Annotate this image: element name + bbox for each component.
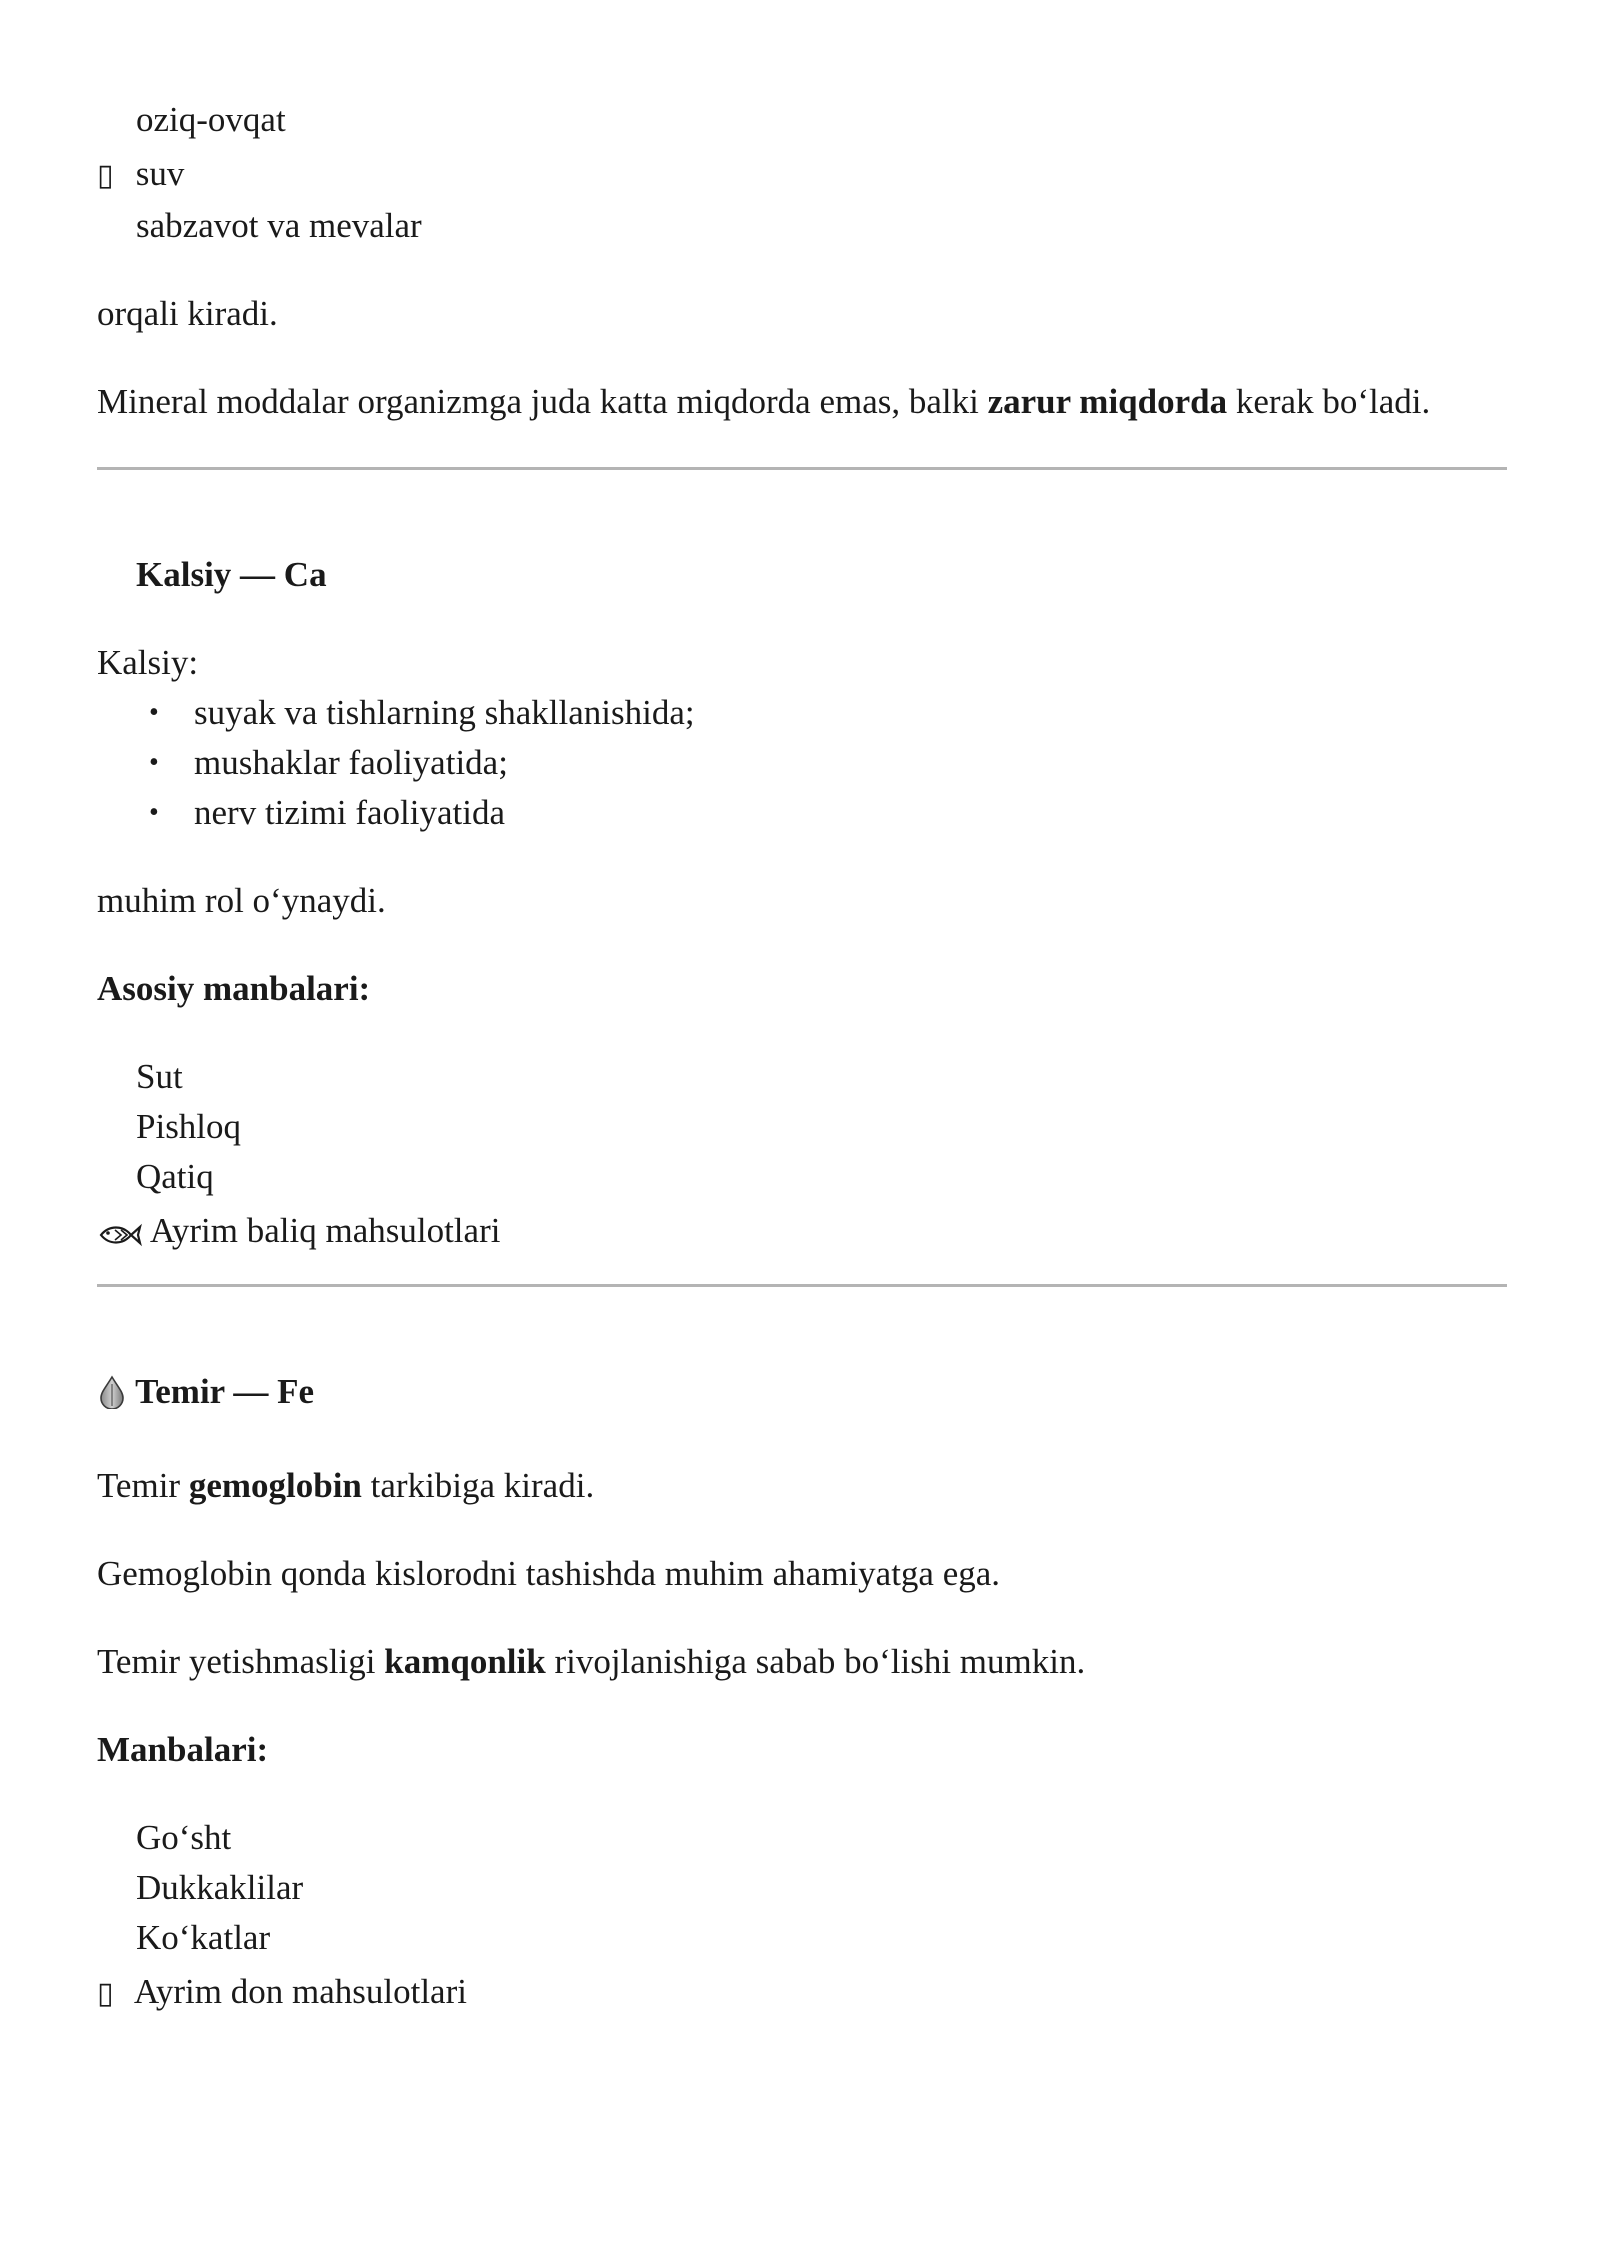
iron-paragraph-2: Gemoglobin qonda kislorodni tashishda muhim ahamiyatga ega. — [97, 1554, 1001, 1593]
iron-sources-list — [97, 1813, 1503, 2019]
calcium-intro: Kalsiy: — [97, 643, 199, 682]
anemia-emphasis: kamqonlik — [384, 1642, 546, 1681]
missing-glyph-icon: ▯ — [97, 158, 114, 193]
calcium-bullet: • mushaklar faoliyatida; — [194, 738, 1503, 788]
intro-list-item-food: oziq-ovqat — [136, 100, 286, 139]
iron-paragraph-1: Temir gemoglobin tarkibiga kiradi. — [97, 1466, 595, 1505]
drop-icon — [97, 1373, 127, 1423]
iron-sources-label: Manbalari: — [97, 1730, 269, 1769]
mineral-paragraph: Mineral moddalar organizmga juda katta miqdorda emas, balki zarur miqdorda kerak bo‘ladi. — [97, 382, 1431, 421]
missing-glyph-icon: ▯ — [97, 1976, 114, 2011]
calcium-sources-label: Asosiy manbalari: — [97, 969, 371, 1008]
section-separator — [97, 1284, 1507, 1287]
source-item: Sut — [136, 1057, 183, 1096]
calcium-heading: Kalsiy — Ca — [136, 555, 327, 594]
source-item-fish: Ayrim baliq mahsulotlari — [97, 1206, 1503, 1262]
source-item: Go‘sht — [136, 1818, 232, 1857]
intro-closing: orqali kiradi. — [97, 294, 278, 333]
source-item: Dukkaklilar — [136, 1868, 304, 1907]
calcium-closing: muhim rol o‘ynaydi. — [97, 881, 386, 920]
calcium-bullet: • suyak va tishlarning shakllanishida; — [194, 688, 1503, 738]
intro-list-item-vegetables: sabzavot va mevalar — [136, 206, 422, 245]
source-item-grain: ▯ Ayrim don mahsulotlari — [97, 1967, 1503, 2019]
intro-list-item-water: ▯ suv — [97, 149, 1503, 201]
calcium-bullet-list — [97, 688, 1503, 838]
calcium-bullet: • nerv tizimi faoliyatida — [194, 788, 1503, 838]
mineral-emphasis: zarur miqdorda — [987, 382, 1228, 421]
fish-icon — [97, 1212, 143, 1262]
section-separator — [97, 467, 1507, 470]
iron-paragraph-3: Temir yetishmasligi kamqonlik rivojlanishiga sabab bo‘lishi mumkin. — [97, 1642, 1086, 1681]
source-item: Qatiq — [136, 1157, 214, 1196]
iron-heading: Temir — Fe — [97, 1367, 1503, 1423]
hemoglobin-emphasis: gemoglobin — [188, 1466, 362, 1505]
calcium-sources-list — [97, 1052, 1503, 1262]
source-item: Pishloq — [136, 1107, 242, 1146]
source-item: Ko‘katlar — [136, 1918, 271, 1957]
